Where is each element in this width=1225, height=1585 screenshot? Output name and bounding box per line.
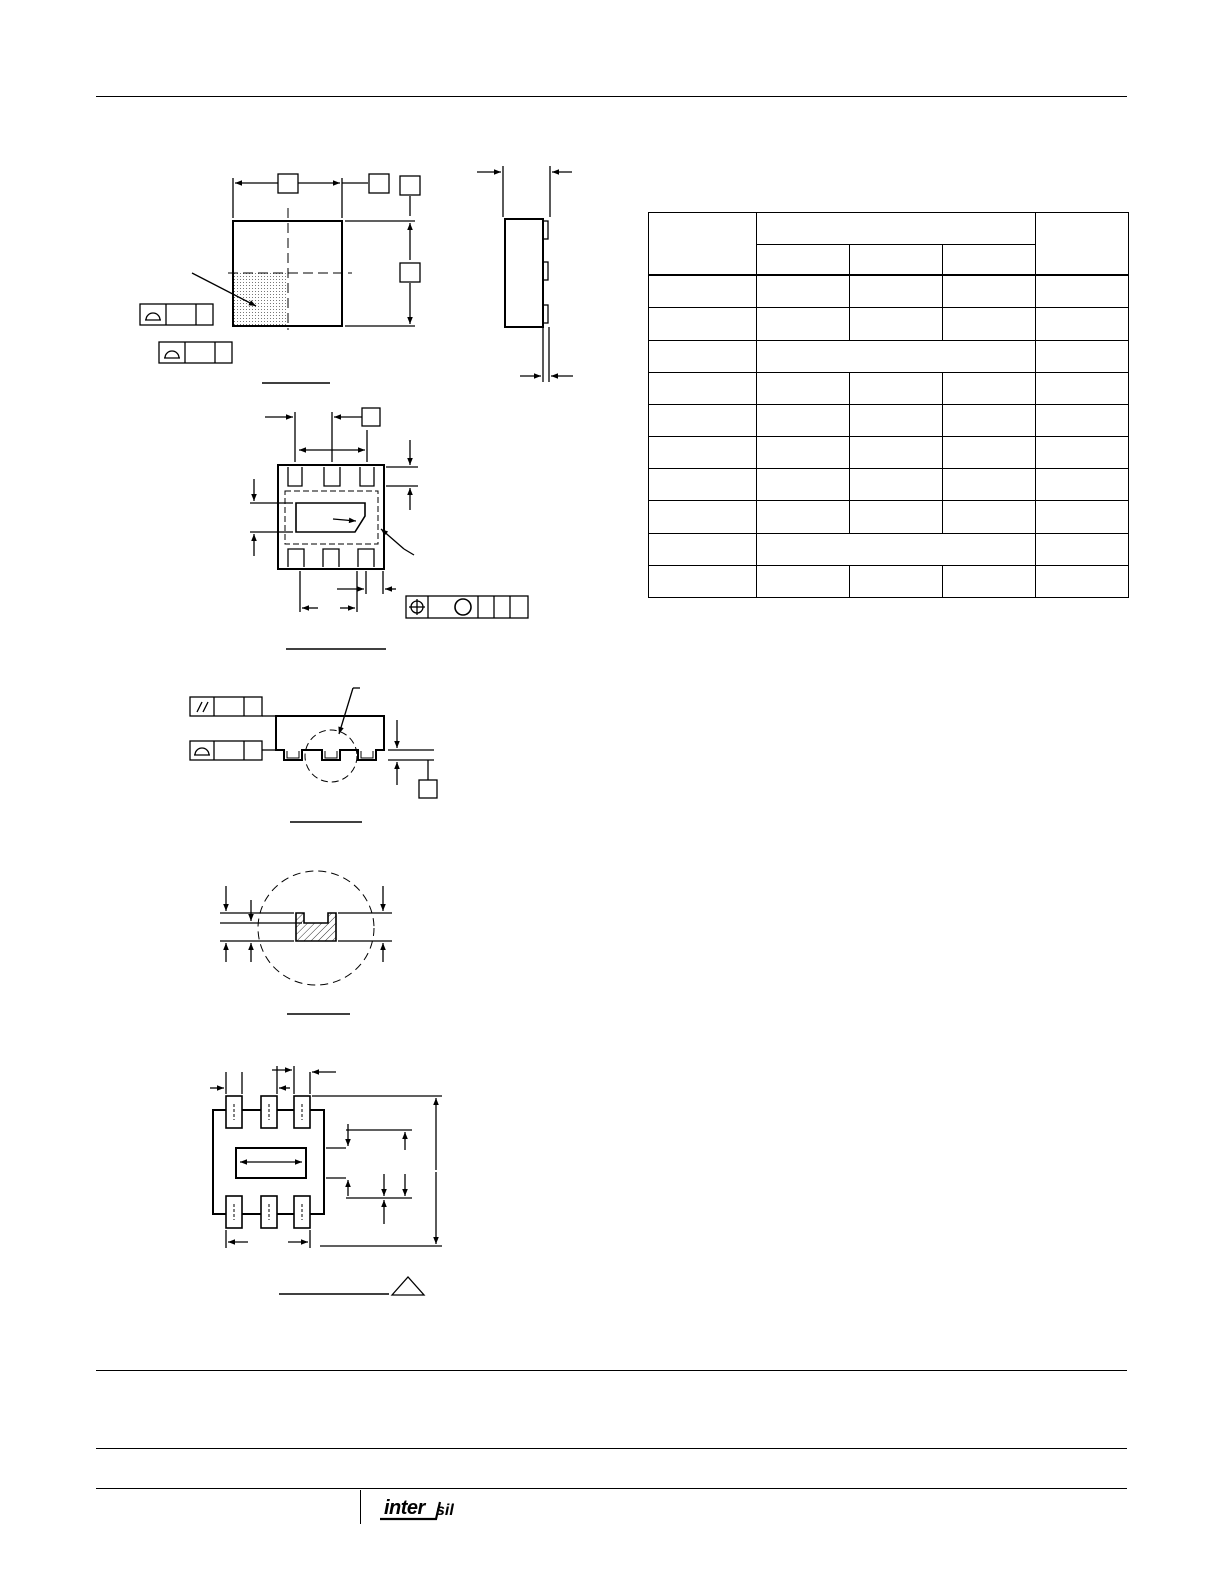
table-cell [757,404,850,436]
footer-rule [96,1488,1127,1489]
land-pattern [210,1066,442,1295]
table-cell [1036,372,1129,404]
table-cell [649,372,757,404]
table-header-cell [757,213,1036,245]
table-cell [1036,404,1129,436]
table-cell [757,501,850,533]
table-row [649,308,1129,340]
table-cell [850,308,943,340]
table-cell [649,308,757,340]
table-cell [757,372,850,404]
table-row [649,565,1129,597]
table-row [649,437,1129,469]
table-cell [943,372,1036,404]
table-cell [1036,275,1129,308]
table-cell [850,372,943,404]
table-cell [943,565,1036,597]
table-header-cell [757,245,850,276]
table-cell [1036,565,1129,597]
table-cell [943,404,1036,436]
table-header-cell [1036,213,1129,276]
dimensions-table [648,212,1129,598]
table-cell [649,275,757,308]
intersil-logo [374,1494,474,1524]
table-row [649,501,1129,533]
top-view [140,174,420,383]
table-cell [649,533,757,565]
table-row [649,533,1129,565]
table-cell [943,437,1036,469]
table-cell [1036,340,1129,372]
side-view-profile [477,166,573,382]
table-cell [649,565,757,597]
bottom-view [250,408,528,649]
svg-text:sil: sil [436,1502,454,1519]
table-cell-merged [757,533,1036,565]
table-cell [757,565,850,597]
table-cell [757,437,850,469]
table-cell [649,469,757,501]
table-cell [850,437,943,469]
table-header-cell [850,245,943,276]
table-cell [649,404,757,436]
table-cell [1036,501,1129,533]
table-cell [757,275,850,308]
table-cell [943,469,1036,501]
footer-divider [360,1490,361,1524]
table-cell [850,565,943,597]
table-cell [850,404,943,436]
table-row [649,340,1129,372]
table-cell [850,469,943,501]
table-cell [649,340,757,372]
notes-bottom-rule [96,1448,1127,1449]
table-header-cell [649,213,757,276]
table-cell [757,308,850,340]
notes-top-rule [96,1370,1127,1371]
table-cell [943,308,1036,340]
detail-view [220,871,392,1014]
table-cell [649,437,757,469]
table-cell [649,501,757,533]
table-cell [1036,437,1129,469]
table-row [649,469,1129,501]
table-cell [1036,533,1129,565]
side-view [190,688,437,822]
table-cell [1036,308,1129,340]
table-row [649,372,1129,404]
table-cell [1036,469,1129,501]
table-row [649,275,1129,308]
table-cell [943,275,1036,308]
table-cell [943,501,1036,533]
table-header-row [649,213,1129,245]
table-cell [850,501,943,533]
table-header-cell [943,245,1036,276]
table-cell [757,469,850,501]
svg-text:inter: inter [384,1497,425,1519]
table-cell-merged [757,340,1036,372]
table-row [649,404,1129,436]
table-cell [850,275,943,308]
